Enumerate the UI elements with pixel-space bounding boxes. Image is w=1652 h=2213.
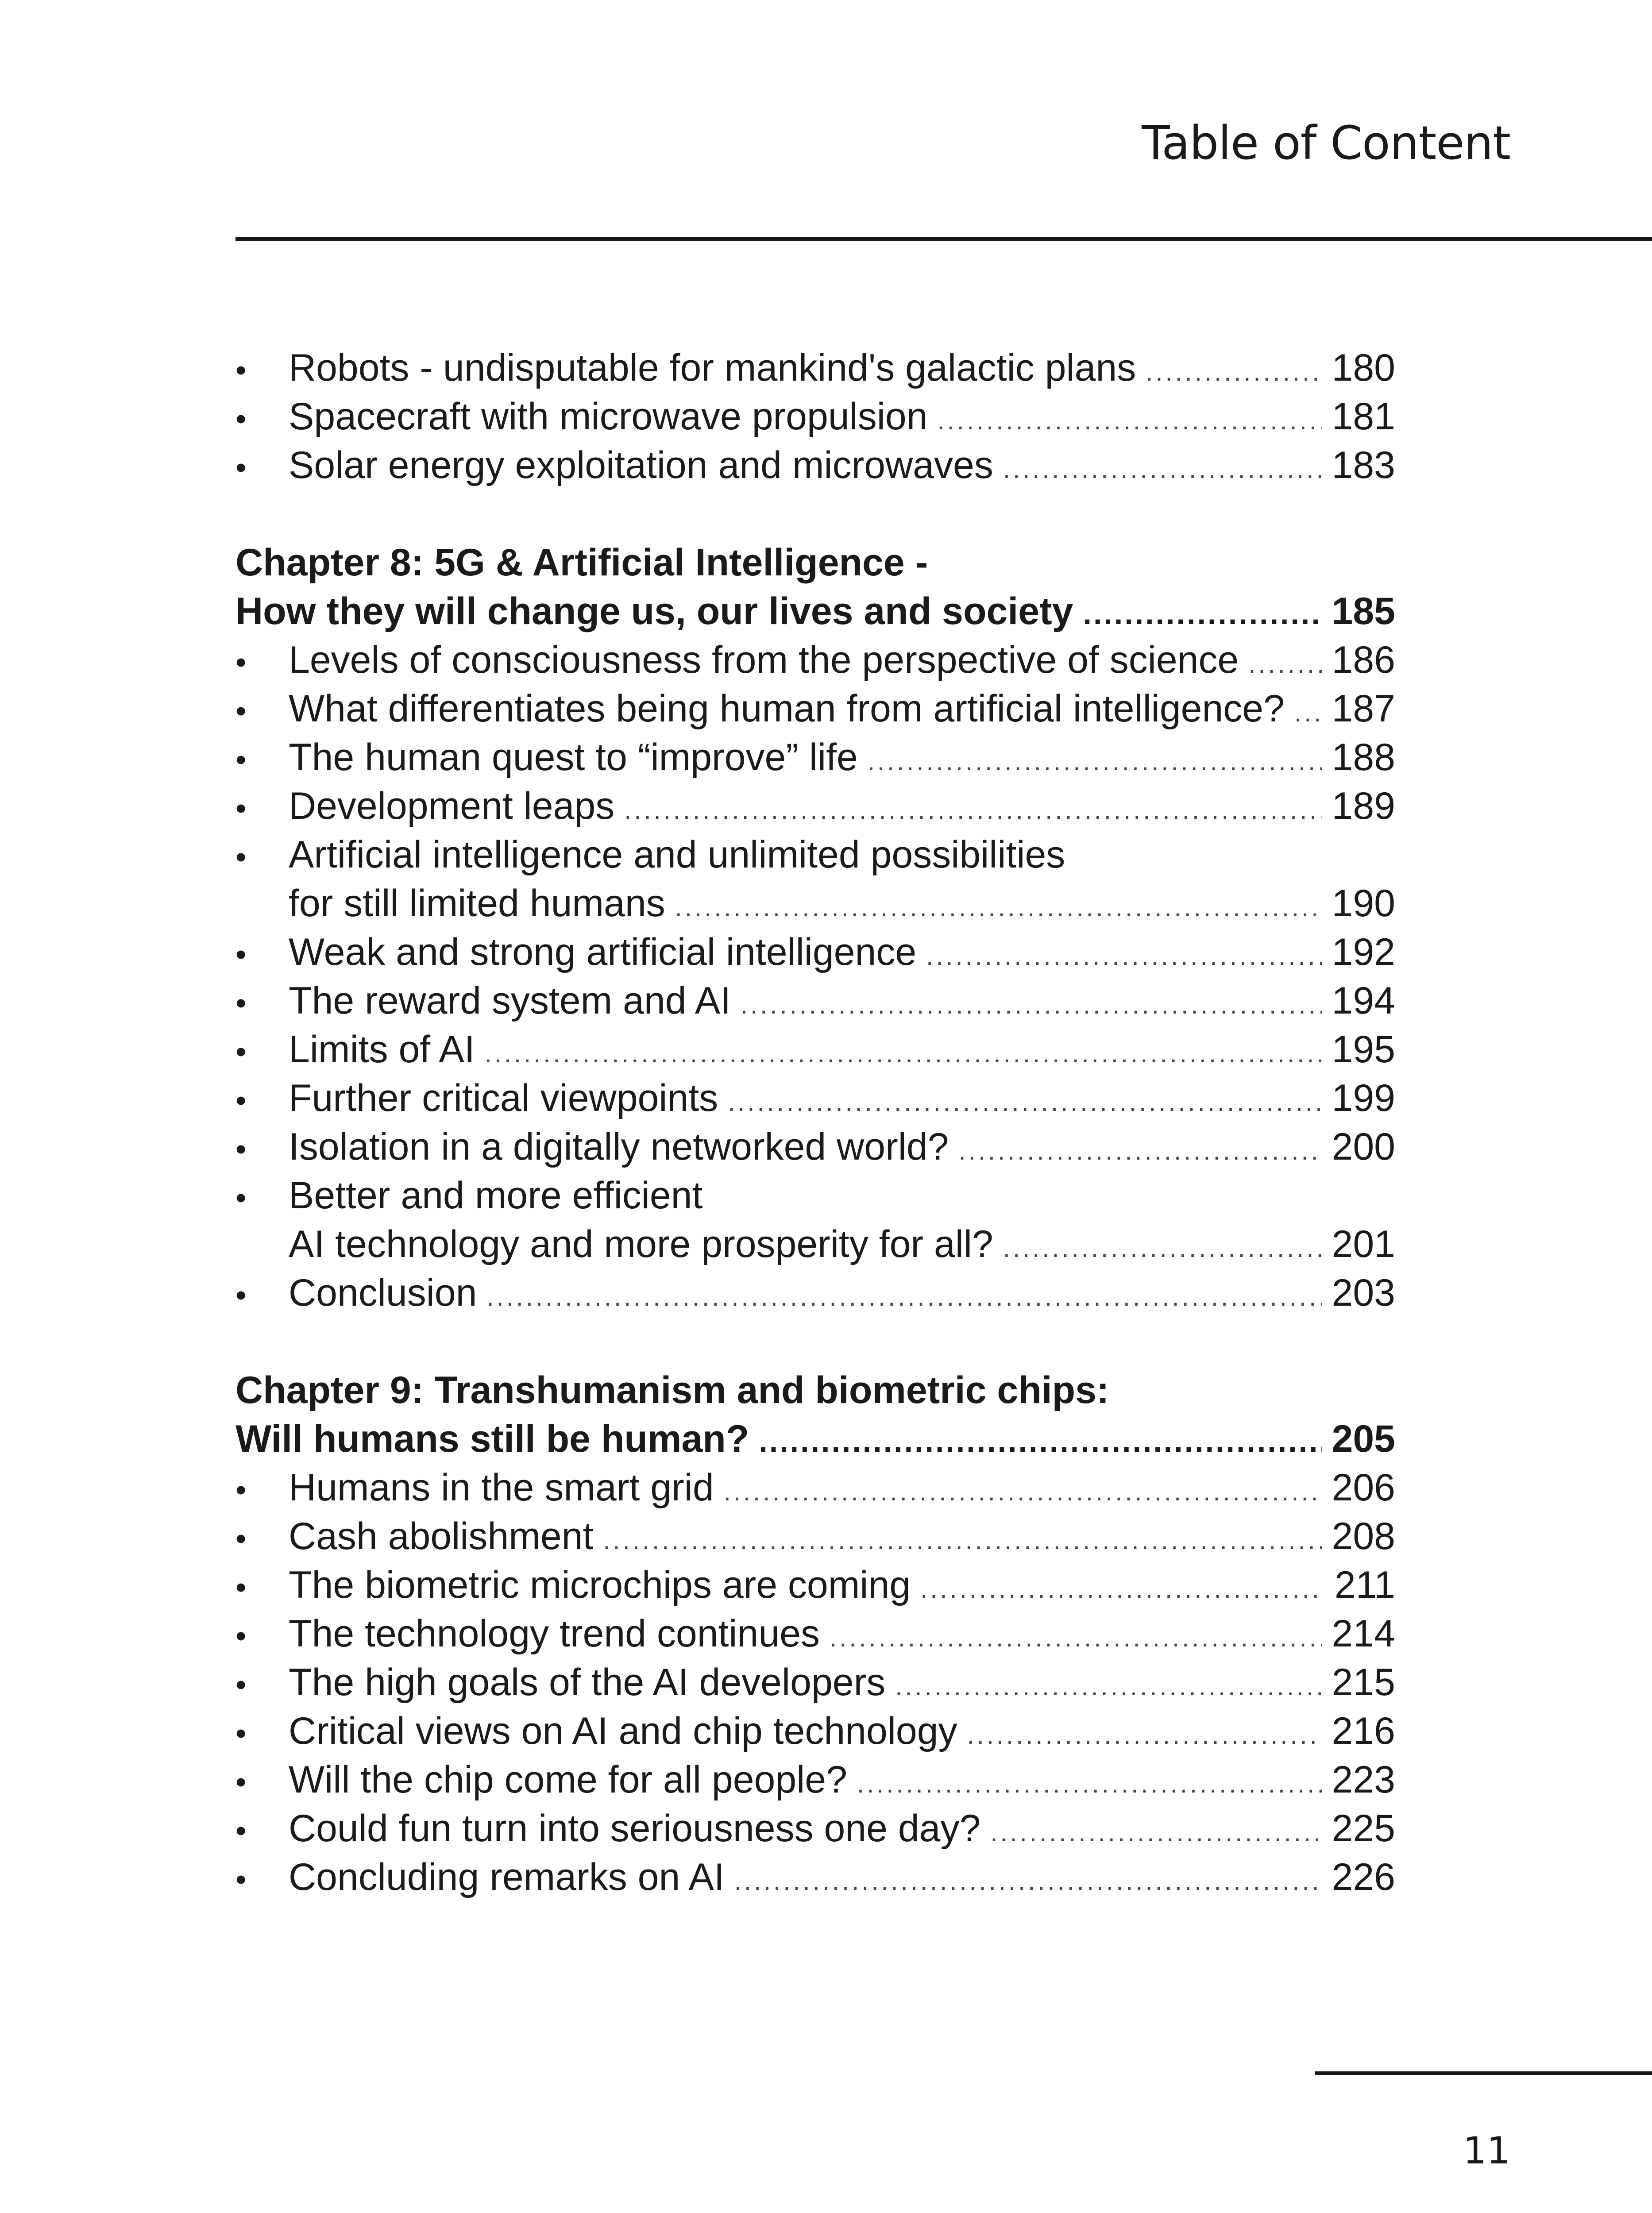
- page-number: 11: [1463, 2129, 1510, 2172]
- toc-entry[interactable]: [235, 1804, 1395, 1853]
- toc-entry-title: Artificial intelligence and unlimited possibilities: [289, 833, 1065, 876]
- toc-entry-title: Could fun turn into seriousness one day?: [289, 1807, 981, 1850]
- toc-entry-page: 194: [1332, 979, 1395, 1022]
- header-rule: [235, 237, 1652, 241]
- toc-entry-page: 226: [1332, 1856, 1395, 1898]
- toc-entry[interactable]: [235, 1707, 1395, 1755]
- dot-leader: [734, 1857, 1322, 1906]
- toc-entry[interactable]: [235, 684, 1395, 733]
- toc-entry-title: The high goals of the AI developers: [289, 1661, 886, 1704]
- dot-leader: [1003, 445, 1322, 494]
- toc-entry-page: 189: [1332, 785, 1395, 827]
- dot-leader: [926, 932, 1322, 981]
- toc-entry-title: Better and more efficient: [289, 1174, 703, 1217]
- bullet-icon: •: [235, 1180, 247, 1215]
- toc-entry[interactable]: [235, 1561, 1395, 1609]
- toc-entry[interactable]: [235, 1609, 1395, 1658]
- bullet-icon: •: [235, 1132, 247, 1166]
- dot-leader: [728, 1078, 1322, 1127]
- toc-entry[interactable]: [235, 830, 1395, 879]
- dot-leader: [990, 1808, 1322, 1857]
- toc-entry-page: 203: [1332, 1272, 1395, 1314]
- dot-leader: [741, 981, 1322, 1029]
- toc-entry-title: Levels of consciousness from the perspective of science: [289, 639, 1239, 681]
- footer-rule: [1315, 2071, 1652, 2075]
- chapter-9-heading[interactable]: [235, 1366, 1395, 1415]
- toc-entry-title: Isolation in a digitally networked world?: [289, 1126, 949, 1168]
- toc-entry[interactable]: [235, 1755, 1395, 1804]
- toc-entry-title: The human quest to “improve” life: [289, 736, 858, 779]
- toc-entry-continuation[interactable]: [235, 879, 1395, 928]
- toc-entry-page: 181: [1332, 395, 1395, 438]
- toc-entry[interactable]: [235, 976, 1395, 1025]
- toc-entry-page: 190: [1332, 882, 1395, 925]
- chapter-title-line1: Chapter 8: 5G & Artificial Intelligence -: [235, 541, 928, 584]
- toc-entry-page: 199: [1332, 1077, 1395, 1119]
- toc-entry[interactable]: [235, 1122, 1395, 1171]
- toc-entry-page: 186: [1332, 639, 1395, 681]
- toc-entry-title: The biometric microchips are coming: [289, 1564, 911, 1606]
- toc-entry-page: 200: [1332, 1126, 1395, 1168]
- toc-entry-page: 201: [1332, 1223, 1395, 1265]
- chapter-8-heading[interactable]: [235, 538, 1395, 587]
- bullet-icon: •: [235, 1083, 247, 1118]
- toc-entry[interactable]: [235, 733, 1395, 782]
- dot-leader: [938, 397, 1322, 445]
- toc-entry[interactable]: [235, 441, 1395, 490]
- dot-leader: [603, 1516, 1322, 1565]
- toc-entry-title: Will the chip come for all people?: [289, 1758, 847, 1801]
- bullet-icon: •: [235, 937, 247, 972]
- toc-entry[interactable]: [235, 1171, 1395, 1220]
- toc-entry-page: 195: [1332, 1028, 1395, 1071]
- toc-entry[interactable]: [235, 1463, 1395, 1512]
- toc-entry-title: Critical views on AI and chip technology: [289, 1710, 957, 1752]
- toc-entry-title-continuation: AI technology and more prosperity for all?: [289, 1223, 993, 1265]
- bullet-icon: •: [235, 401, 247, 436]
- toc-entry-page: 211: [1334, 1564, 1395, 1606]
- toc-entry-title: Concluding remarks on AI: [289, 1856, 725, 1898]
- toc-entry-title: Solar energy exploitation and microwaves: [289, 444, 993, 486]
- dot-leader: [920, 1565, 1324, 1614]
- bullet-icon: •: [235, 353, 247, 387]
- dot-leader: [624, 786, 1322, 835]
- dot-leader: [485, 1029, 1322, 1078]
- toc-entry-page: 216: [1332, 1710, 1395, 1752]
- toc-entry[interactable]: [235, 928, 1395, 976]
- toc-entry-title: What differentiates being human from artificial intelligence?: [289, 687, 1285, 730]
- bullet-icon: •: [235, 1521, 247, 1556]
- bullet-icon: •: [235, 840, 247, 874]
- bullet-icon: •: [235, 1473, 247, 1507]
- toc-entry[interactable]: [235, 1268, 1395, 1317]
- toc-entry-page: 206: [1332, 1466, 1395, 1509]
- toc-entry-page: 208: [1332, 1515, 1395, 1558]
- bullet-icon: •: [235, 1716, 247, 1750]
- toc-entry[interactable]: [235, 1025, 1395, 1074]
- toc-entry-title: Limits of AI: [289, 1028, 475, 1071]
- bullet-icon: •: [235, 742, 247, 777]
- toc-entry[interactable]: [235, 392, 1395, 441]
- table-of-contents: [235, 343, 1395, 1901]
- toc-entry[interactable]: [235, 1853, 1395, 1901]
- bullet-icon: •: [235, 1862, 247, 1897]
- dot-leader: [830, 1614, 1322, 1662]
- bullet-icon: •: [235, 694, 247, 728]
- dot-leader: [857, 1760, 1322, 1808]
- dot-leader: [675, 883, 1322, 932]
- bullet-icon: •: [235, 645, 247, 679]
- chapter-page: 205: [1332, 1418, 1395, 1460]
- bullet-icon: •: [235, 1813, 247, 1848]
- bullet-icon: •: [235, 450, 247, 485]
- bullet-icon: •: [235, 791, 247, 825]
- dot-leader: [759, 1417, 1322, 1465]
- dot-leader: [486, 1273, 1322, 1322]
- toc-entry-page: 223: [1332, 1758, 1395, 1801]
- toc-entry-page: 187: [1332, 687, 1395, 730]
- toc-entry-title: Further critical viewpoints: [289, 1077, 718, 1119]
- bullet-icon: •: [235, 986, 247, 1020]
- chapter-title-line2: Will humans still be human?: [235, 1418, 749, 1460]
- bullet-icon: •: [235, 1034, 247, 1069]
- bullet-icon: •: [235, 1765, 247, 1799]
- toc-entry-page: 215: [1332, 1661, 1395, 1704]
- dot-leader: [1003, 1224, 1322, 1273]
- dot-leader: [958, 1127, 1322, 1176]
- toc-entry-title: Cash abolishment: [289, 1515, 594, 1558]
- page-header-title: Table of Content: [1142, 116, 1510, 170]
- dot-leader: [1083, 589, 1322, 638]
- chapter-8-heading-line2[interactable]: [235, 587, 1395, 636]
- bullet-icon: •: [235, 1667, 247, 1702]
- toc-entry-title: Humans in the smart grid: [289, 1466, 714, 1509]
- toc-entry-page: 192: [1332, 931, 1395, 973]
- dot-leader: [868, 737, 1322, 786]
- bullet-icon: •: [235, 1619, 247, 1653]
- toc-entry-page: 180: [1332, 347, 1395, 389]
- toc-entry-title: Spacecraft with microwave propulsion: [289, 395, 928, 438]
- toc-entry-title: Conclusion: [289, 1272, 477, 1314]
- chapter-9-heading-line2[interactable]: [235, 1415, 1395, 1463]
- toc-entry-title-continuation: for still limited humans: [289, 882, 665, 925]
- dot-leader: [895, 1662, 1322, 1711]
- dot-leader: [724, 1468, 1322, 1516]
- bullet-icon: •: [235, 1570, 247, 1604]
- chapter-title-line2: How they will change us, our lives and society: [235, 590, 1073, 632]
- toc-entry-page: 188: [1332, 736, 1395, 779]
- dot-leader: [1248, 640, 1322, 689]
- toc-entry[interactable]: [235, 1512, 1395, 1561]
- bullet-icon: •: [235, 1278, 247, 1312]
- toc-entry[interactable]: [235, 343, 1395, 392]
- toc-entry-continuation[interactable]: [235, 1220, 1395, 1268]
- toc-entry-title: The technology trend continues: [289, 1612, 820, 1655]
- dot-leader: [1146, 348, 1322, 397]
- toc-entry-title: Robots - undisputable for mankind's galactic plans: [289, 347, 1136, 389]
- toc-entry-page: 183: [1332, 444, 1395, 486]
- toc-entry-title: The reward system and AI: [289, 979, 731, 1022]
- toc-entry-page: 225: [1332, 1807, 1395, 1850]
- toc-entry[interactable]: [235, 1658, 1395, 1707]
- chapter-title-line1: Chapter 9: Transhumanism and biometric chips:: [235, 1369, 1109, 1411]
- chapter-page: 185: [1332, 590, 1395, 632]
- toc-entry-page: 214: [1332, 1612, 1395, 1655]
- toc-entry[interactable]: [235, 782, 1395, 830]
- dot-leader: [1294, 689, 1322, 737]
- toc-entry-title: Weak and strong artificial intelligence: [289, 931, 917, 973]
- dot-leader: [967, 1711, 1322, 1760]
- toc-entry-title: Development leaps: [289, 785, 615, 827]
- toc-entry[interactable]: [235, 636, 1395, 684]
- toc-entry[interactable]: [235, 1074, 1395, 1122]
